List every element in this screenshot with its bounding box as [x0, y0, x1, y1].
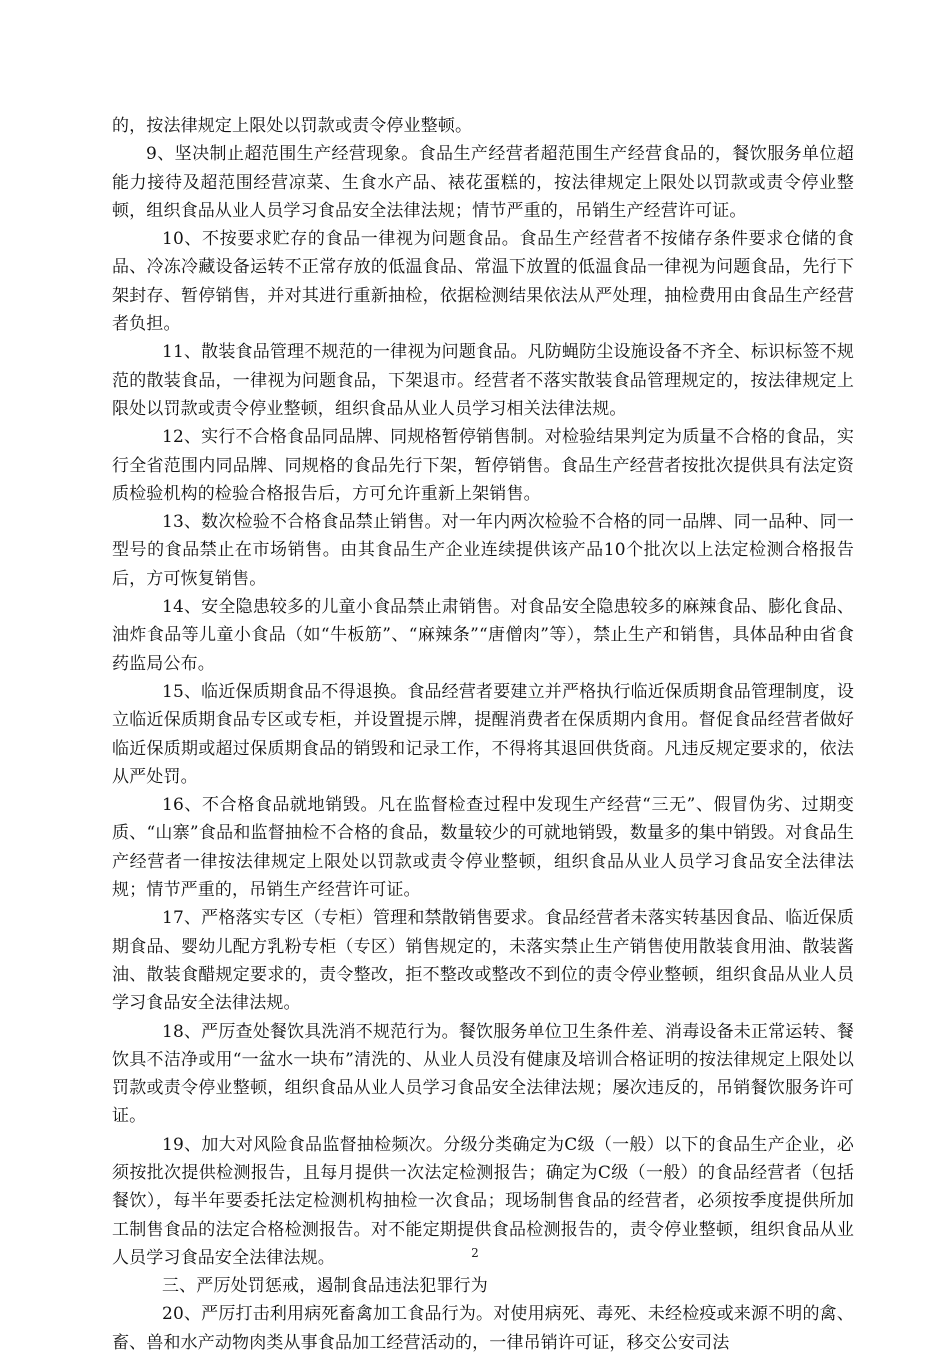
paragraph-item-13: 13、数次检验不合格食品禁止销售。对一年内两次检验不合格的同一品牌、同一品种、同一型号的食品禁止在市场销售。由其食品生产企业连续提供该产品10个批次以上法定检测合格报告后，方可恢复销售。: [112, 512, 854, 589]
section-heading-3: 三、严厉处罚惩戒，遏制食品违法犯罪行为: [162, 1276, 488, 1297]
document-body: [112, 112, 854, 1357]
paragraph-item-15: 15、临近保质期食品不得退换。食品经营者要建立并严格执行临近保质期食品管理制度，设立临近保质期食品专区或专柜，并设置提示牌，提醒消费者在保质期内食用。督促食品经营者做好临近保质期或超过保质期食品的销毁和记录工作，不得将其退回供货商。凡违反规定要求的，依法从严处罚。: [112, 681, 854, 787]
paragraph-item-14: 14、安全隐患较多的儿童小食品禁止肃销售。对食品安全隐患较多的麻辣食品、膨化食品、油炸食品等儿童小食品（如“牛板筋”、“麻辣条”“唐僧肉”等），禁止生产和销售，具体品种由省食药监局公布。: [112, 597, 854, 674]
paragraph-item-16: 16、不合格食品就地销毁。凡在监督检查过程中发现生产经营“三无”、假冒伪劣、过期变质、“山寨”食品和监督抽检不合格的食品，数量较少的可就地销毁，数量多的集中销毁。对食品生产经营者一律按法律规定上限处以罚款或责令停业整顿，组织食品从业人员学习食品安全法律法规；情节严重的，吊销生产经营许可证。: [112, 795, 854, 901]
paragraph-item-17: 17、严格落实专区（专柜）管理和禁散销售要求。食品经营者未落实转基因食品、临近保质期食品、婴幼儿配方乳粉专柜（专区）销售规定的，未落实禁止生产销售使用散装食用油、散装酱油、散装食醋规定要求的，责令整改，拒不整改或整改不到位的责令停业整顿，组织食品从业人员学习食品安全法律法规。: [112, 908, 854, 1014]
paragraph-item-12: 12、实行不合格食品同品牌、同规格暂停销售制。对检验结果判定为质量不合格的食品，实行全省范围内同品牌、同规格的食品先行下架，暂停销售。食品生产经营者按批次提供具有法定资质检验机构的检验合格报告后，方可允许重新上架销售。: [112, 427, 854, 504]
paragraph-item-11: 11、散装食品管理不规范的一律视为问题食品。凡防蝇防尘设施设备不齐全、标识标签不规范的散装食品，一律视为问题食品，下架退市。经营者不落实散装食品管理规定的，按法律规定上限处以罚款或责令停业整顿，组织食品从业人员学习相关法律法规。: [112, 342, 854, 419]
paragraph-item-18: 18、严厉查处餐饮具洗消不规范行为。餐饮服务单位卫生条件差、消毒设备未正常运转、餐饮具不洁净或用“一盆水一块布”清洗的、从业人员没有健康及培训合格证明的按法律规定上限处以罚款或责令停业整顿，组织食品从业人员学习食品安全法律法规；屡次违反的，吊销餐饮服务许可证。: [112, 1021, 854, 1127]
paragraph-continuation: 的，按法律规定上限处以罚款或责令停业整顿。: [112, 116, 473, 136]
paragraph-item-10: 10、不按要求贮存的食品一律视为问题食品。食品生产经营者不按储存条件要求仓储的食品、冷冻冷藏设备运转不正常存放的低温食品、常温下放置的低温食品一律视为问题食品，先行下架封存、暂停销售，并对其进行重新抽检，依据检测结果依法从严处理，抽检费用由食品生产经营者负担。: [112, 229, 854, 335]
paragraph-item-20: 20、严厉打击利用病死畜禽加工食品行为。对使用病死、毒死、未经检疫或来源不明的禽、畜、兽和水产动物肉类从事食品加工经营活动的，一律吊销许可证，移交公安司法: [112, 1304, 854, 1353]
paragraph-item-9: 9、坚决制止超范围生产经营现象。食品生产经营者超范围生产经营食品的，餐饮服务单位超能力接待及超范围经营凉菜、生食水产品、裱花蛋糕的，按法律规定上限处以罚款或责令停业整顿，组织食品从业人员学习食品安全法律法规；情节严重的，吊销生产经营许可证。: [112, 144, 854, 221]
paragraph-item-19: 19、加大对风险食品监督抽检频次。分级分类确定为C级（一般）以下的食品生产企业，必须按批次提供检测报告，且每月提供一次法定检测报告；确定为C级（一般）的食品经营者（包括餐饮），每半年要委托法定检测机构抽检一次食品；现场制售食品的经营者，必须按季度提供所加工制售食品的法定合格检测报告。对不能定期提供食品检测报告的，责令停业整顿，组织食品从业人员学习食品安全法律法规。: [112, 1134, 854, 1268]
page-number: 2: [471, 1246, 479, 1260]
